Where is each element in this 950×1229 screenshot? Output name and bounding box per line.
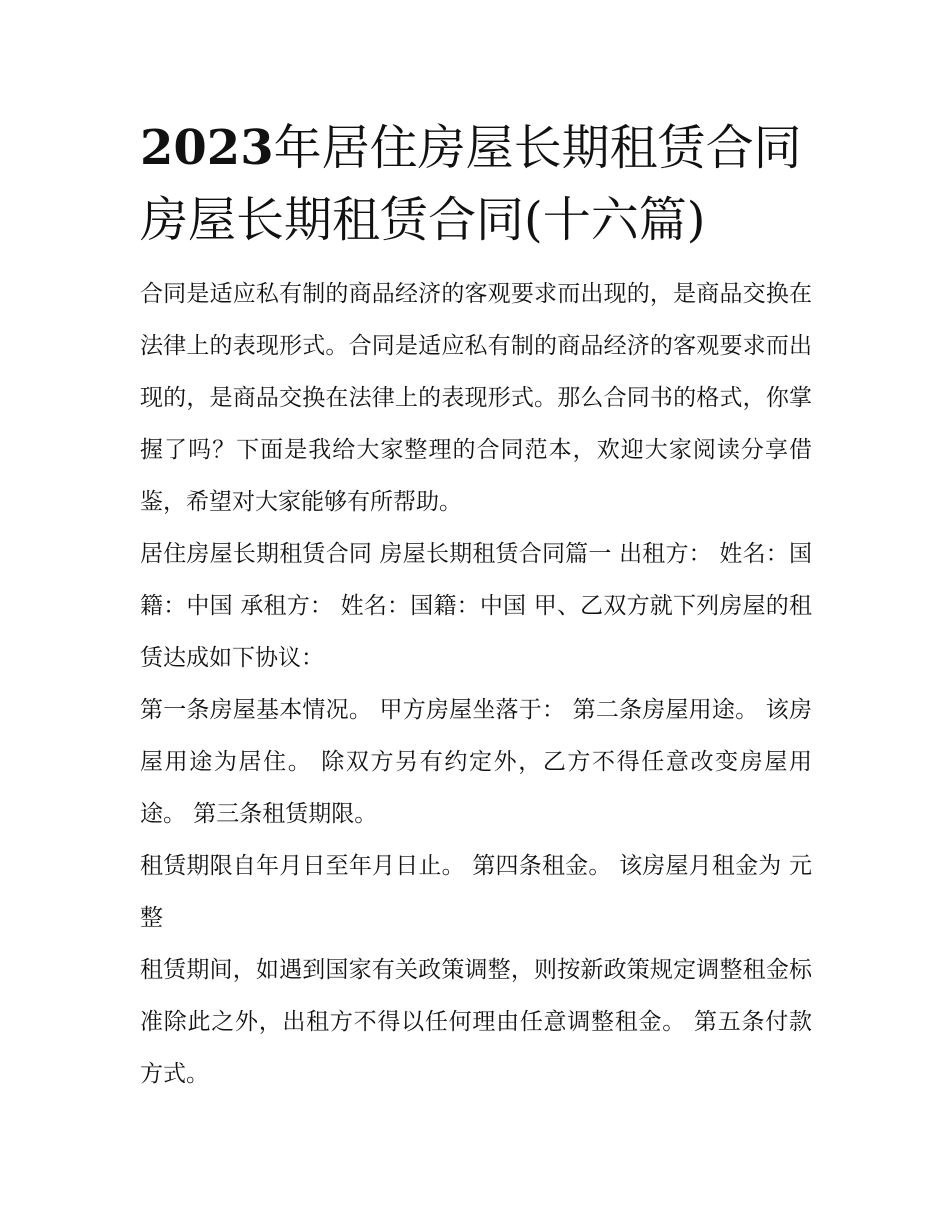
- paragraph-intro: 合同是适应私有制的商品经济的客观要求而出现的，是商品交换在法律上的表现形式。合同是适应私有制的商品经济的客观要求而出现的，是商品交换在法律上的表现形式。那么合同书的格式，你掌握了吗？下面是我给大家整理的合同范本，欢迎大家阅读分享借鉴，希望对大家能够有所帮助。: [140, 281, 812, 515]
- document-title: [140, 112, 812, 256]
- title-year: 2023: [140, 120, 274, 176]
- paragraph-parties: 居住房屋长期租赁合同 房屋长期租赁合同篇一 出租方： 姓名：国籍：中国 承租方： 姓名：国籍：中国 甲、乙双方就下列房屋的租赁达成如下协议：: [140, 541, 812, 671]
- title-line-1-text: 年居住房屋长期租赁合同: [273, 120, 802, 176]
- paragraph-articles-1-3: 第一条房屋基本情况。 甲方房屋坐落于： 第二条房屋用途。 该房屋用途为居住。 除双方另有约定外，乙方不得任意改变房屋用途。 第三条租赁期限。: [140, 697, 812, 827]
- paragraph-rent-term: 租赁期限自年月日至年月日止。 第四条租金。 该房屋月租金为 元整: [140, 853, 812, 931]
- paragraph-rent-adjustment: 租赁期间，如遇到国家有关政策调整，则按新政策规定调整租金标准除此之外，出租方不得以任何理由任意调整租金。 第五条付款方式。: [140, 957, 812, 1087]
- document-body: [140, 112, 812, 1100]
- title-line-2: 房屋长期租赁合同(十六篇): [140, 192, 706, 248]
- title-line-1: [140, 112, 812, 184]
